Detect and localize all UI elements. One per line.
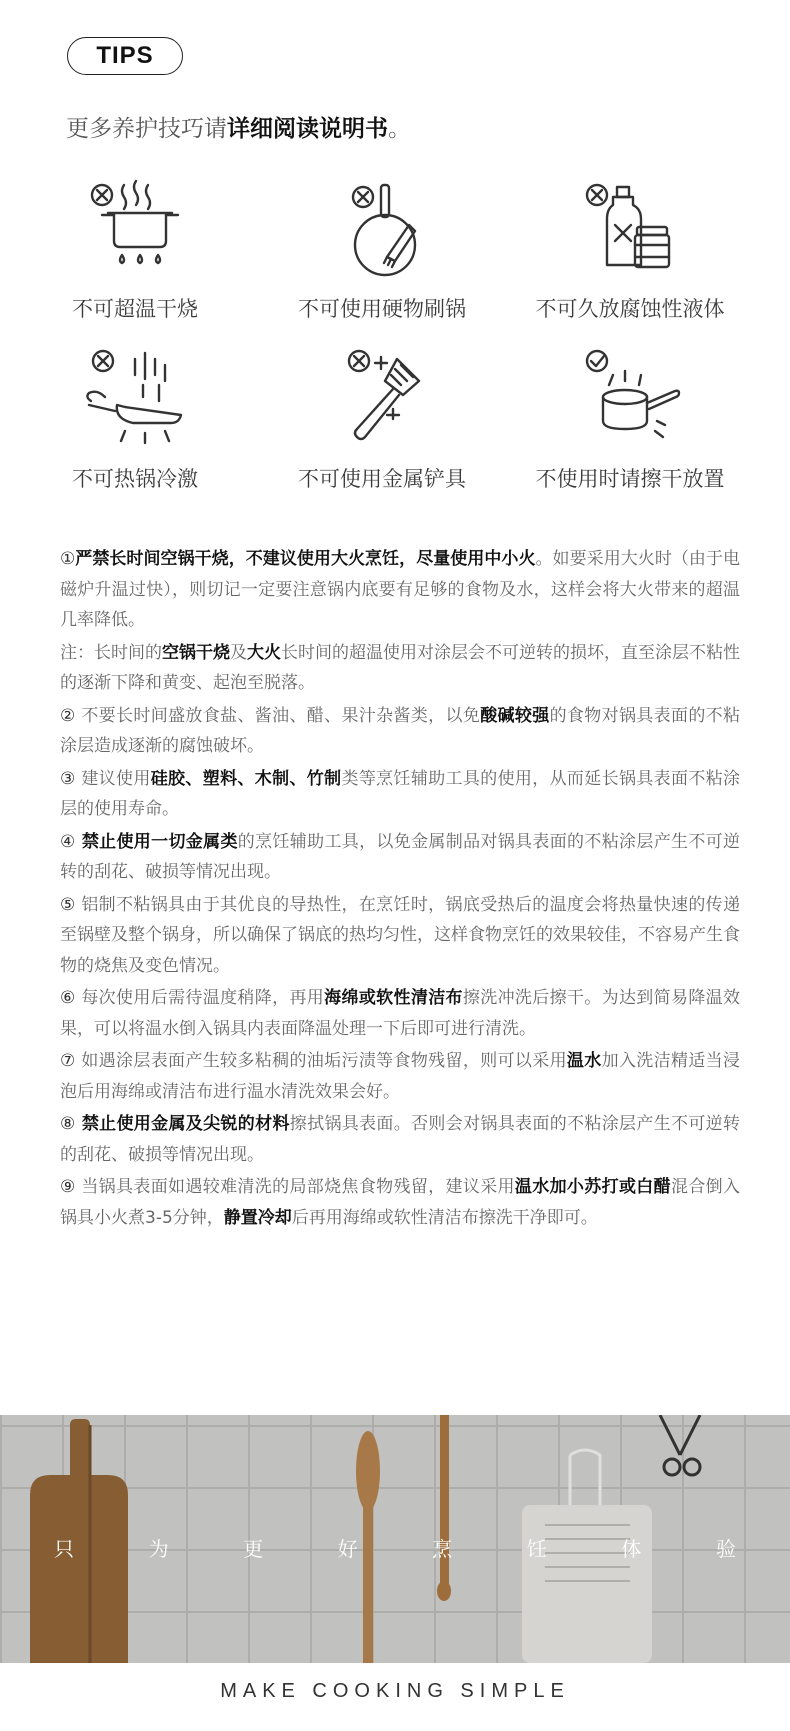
cold-water-hot-pan-icon [75, 345, 195, 455]
note-text: 及 [230, 642, 247, 663]
note-text: 长时间的超温使用对涂层会不可逆转的损坏，直至涂层不粘性的逐渐下降和黄变、起泡至脱落。 [60, 642, 740, 693]
note-text: 铝制不粘锅具由于其优良的导热性，在烹饪时，锅底受热后的温度会将热量快速的传递至锅壁及整个锅身，所以确保了锅底的热均匀性，这样食物烹饪的效果较佳，不容易产生食物的烧焦及变色情况。 [60, 894, 740, 976]
slogan-char: 验 [715, 1537, 736, 1561]
care-caption: 不可使用金属铲具 [298, 467, 466, 491]
note-text: 每次使用后需待温度稍降，再用 [75, 988, 325, 1008]
care-note-paragraph [60, 890, 740, 982]
care-note-paragraph [60, 983, 740, 1044]
slogan-char: 烹 [432, 1537, 453, 1561]
care-note-paragraph [60, 1109, 740, 1170]
care-item-overheat [15, 175, 255, 335]
care-note-paragraph [60, 827, 740, 888]
note-text: 建议使用 [75, 768, 151, 789]
care-note-paragraph [60, 701, 740, 762]
care-notes [60, 544, 740, 1235]
note-emphasis: 严禁长时间空锅干烧，不建议使用大火烹饪，尽量使用中小火 [75, 549, 536, 569]
note-number: ③ [60, 768, 76, 789]
care-note-paragraph [60, 544, 740, 636]
note-text: 当锅具表面如遇较难清洗的局部烧焦食物残留，建议采用 [75, 1177, 515, 1197]
subtitle-prefix: 更多养护技巧请 [66, 116, 227, 142]
subtitle-strong: 详细阅读说明书 [227, 116, 388, 142]
slogan-char: 饪 [526, 1537, 547, 1561]
care-caption: 不可超温干烧 [72, 297, 198, 321]
care-caption: 不可热锅冷激 [72, 467, 198, 491]
hard-brush-pan-icon [327, 175, 437, 285]
note-emphasis: 静置冷却 [223, 1207, 292, 1228]
note-number: ④ [60, 831, 76, 852]
note-text: 。如要采用大火时（由于电磁炉升温过快），则切记一定要注意锅内底要有足够的食物及水，这样会将大火带来的超温几率降低。 [60, 549, 741, 630]
corrosive-liquid-icon [575, 175, 685, 285]
note-number: ① [60, 549, 76, 569]
note-number: ⑨ [60, 1177, 76, 1197]
care-icon-grid [0, 175, 790, 505]
note-text: 擦拭锅具表面。否则会对锅具表面的不粘涂层产生不可逆转的刮花、破损等情况出现。 [60, 1114, 741, 1165]
note-text: 的食物对锅具表面的不粘涂层造成逐渐的腐蚀破坏。 [60, 705, 741, 756]
tips-badge: TIPS [67, 37, 183, 75]
note-number: ⑦ [60, 1051, 76, 1071]
note-emphasis: 酸碱较强 [480, 705, 550, 726]
subtitle-suffix: 。 [388, 116, 411, 142]
note-emphasis: 海绵或软性清洁布 [324, 988, 463, 1008]
care-caption: 不可使用硬物刷锅 [298, 297, 466, 321]
note-emphasis: 温水 [566, 1051, 602, 1071]
care-item-corrosive [510, 175, 750, 335]
footer-tagline: MAKE COOKING SIMPLE [220, 1680, 570, 1702]
slogan-char: 为 [148, 1537, 169, 1561]
care-note-paragraph [60, 764, 740, 825]
note-text: 如遇涂层表面产生较多粘稠的油垢污渍等食物残留，则可以采用 [75, 1051, 567, 1071]
note-text: 的烹饪辅助工具，以免金属制品对锅具表面的不粘涂层产生不可逆转的刮花、破损等情况出现。 [60, 831, 741, 882]
care-item-dry-storage [510, 345, 750, 505]
care-caption: 不使用时请擦干放置 [535, 467, 725, 491]
note-text: 加入洗洁精适当浸泡后用海绵或清洁布进行温水清洗效果会好。 [60, 1051, 741, 1102]
note-text: 不要长时间盛放食盐、酱油、醋、果汁杂酱类，以免 [75, 705, 481, 726]
note-emphasis: 硅胶、塑料、木制、竹制 [150, 768, 342, 789]
banner-slogan [50, 1533, 740, 1562]
note-number: ② [60, 705, 76, 726]
care-item-thermal-shock [15, 345, 255, 505]
metal-spatula-icon [327, 345, 437, 455]
slogan-char: 更 [243, 1537, 264, 1561]
note-emphasis: 温水加小苏打或白醋 [514, 1177, 671, 1197]
care-note-paragraph [60, 1046, 740, 1107]
care-note-paragraph [60, 1172, 740, 1233]
note-number: ⑥ [60, 988, 76, 1008]
slogan-char: 只 [54, 1537, 74, 1561]
care-item-hard-brush [262, 175, 502, 335]
care-item-metal-spatula [262, 345, 502, 505]
note-text: 注：长时间的 [60, 642, 162, 663]
note-emphasis: 空锅干烧 [162, 642, 230, 663]
care-note-paragraph [60, 638, 740, 699]
kitchen-banner-photo [0, 1415, 790, 1663]
care-subtitle [66, 110, 411, 143]
note-text: 混合倒入锅具小火煮3-5分钟， [60, 1177, 741, 1228]
care-caption: 不可久放腐蚀性液体 [535, 297, 725, 321]
note-number: ⑤ [60, 894, 76, 915]
dry-pan-icon [575, 345, 685, 455]
slogan-char: 好 [337, 1537, 358, 1561]
slogan-char: 体 [621, 1537, 642, 1561]
note-emphasis: 禁止使用金属及尖锐的材料 [75, 1114, 290, 1134]
note-text: 类等烹饪辅助工具的使用，从而延长锅具表面不粘涂层的使用寿命。 [60, 768, 741, 819]
note-number: ⑧ [60, 1114, 76, 1134]
note-text: 后再用海绵或软性清洁布擦洗干净即可。 [291, 1207, 598, 1228]
note-emphasis: 大火 [247, 642, 281, 663]
note-text: 擦洗冲洗后擦干。为达到简易降温效果，可以将温水倒入锅具内表面降温处理一下后即可进行清洗。 [60, 988, 741, 1039]
pot-overheat-icon [80, 175, 190, 285]
note-emphasis: 禁止使用一切金属类 [75, 831, 238, 852]
